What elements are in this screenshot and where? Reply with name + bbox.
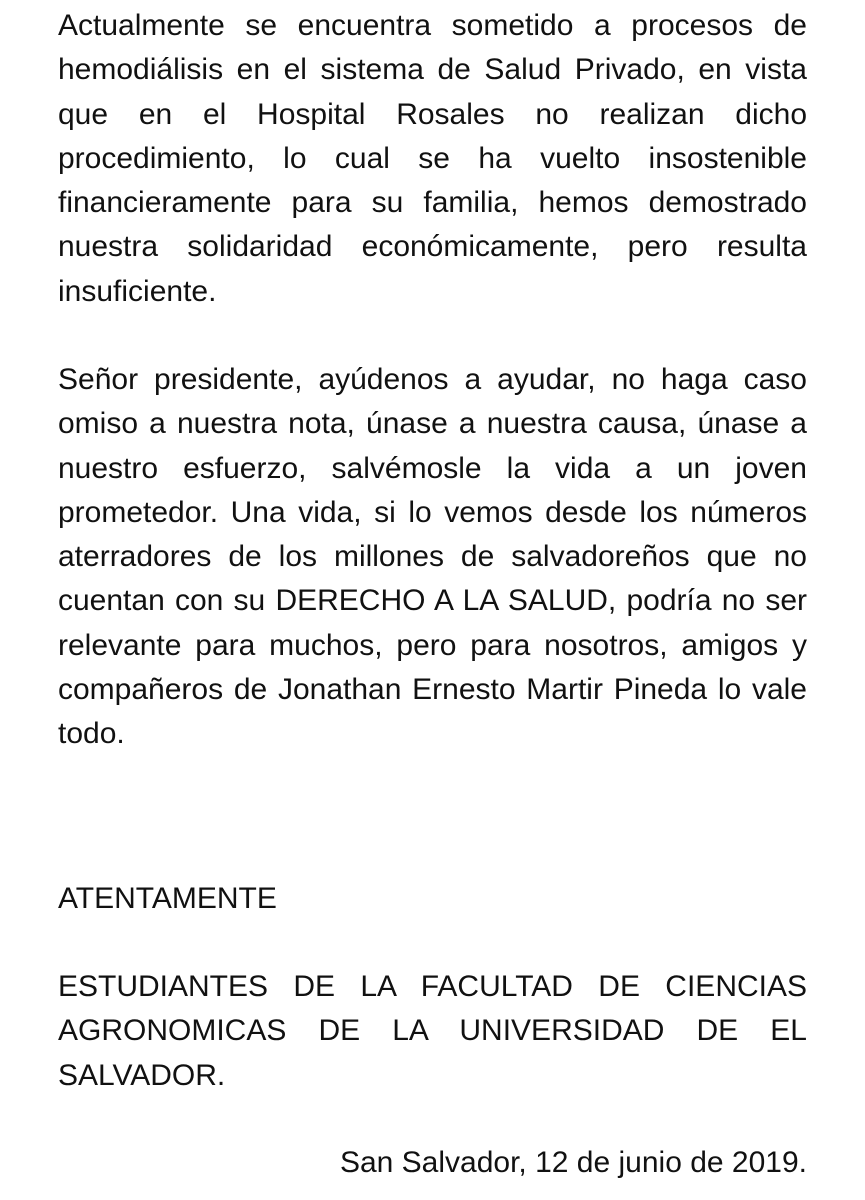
signature-block: ESTUDIANTES DE LA FACULTAD DE CIENCIAS AGRONOMICAS DE LA UNIVERSIDAD DE EL SALVADOR. — [58, 970, 807, 1092]
body-paragraph-2: Señor presidente, ayúdenos a ayudar, no haga caso omiso a nuestra nota, únase a nuestra causa, únase a nuestro esfuerzo, salvémosle la vida a un joven prometedor. Una vida, si lo vemos desde los números aterradores de los millones de salvadoreños que no cuentan con su DERECHO A LA SALUD, podría no ser relevante para muchos, pero para nosotros, amigos y compañeros de Jonathan Ernesto Martir Pineda lo vale todo. — [58, 363, 807, 751]
date-line: San Salvador, 12 de junio de 2019. — [339, 1146, 807, 1179]
body-paragraph-1: Actualmente se encuentra sometido a procesos de hemodiálisis en el sistema de Salud Privado, en vista que en el Hospital Rosales no realizan dicho procedimiento, lo cual se ha vuelto insostenible financieramente para su familia, hemos demostrado nuestra solidaridad económicamente, pero resulta insuficiente. — [58, 9, 807, 308]
closing-salutation: ATENTAMENTE — [58, 882, 277, 915]
letter-page — [58, 0, 807, 1200]
